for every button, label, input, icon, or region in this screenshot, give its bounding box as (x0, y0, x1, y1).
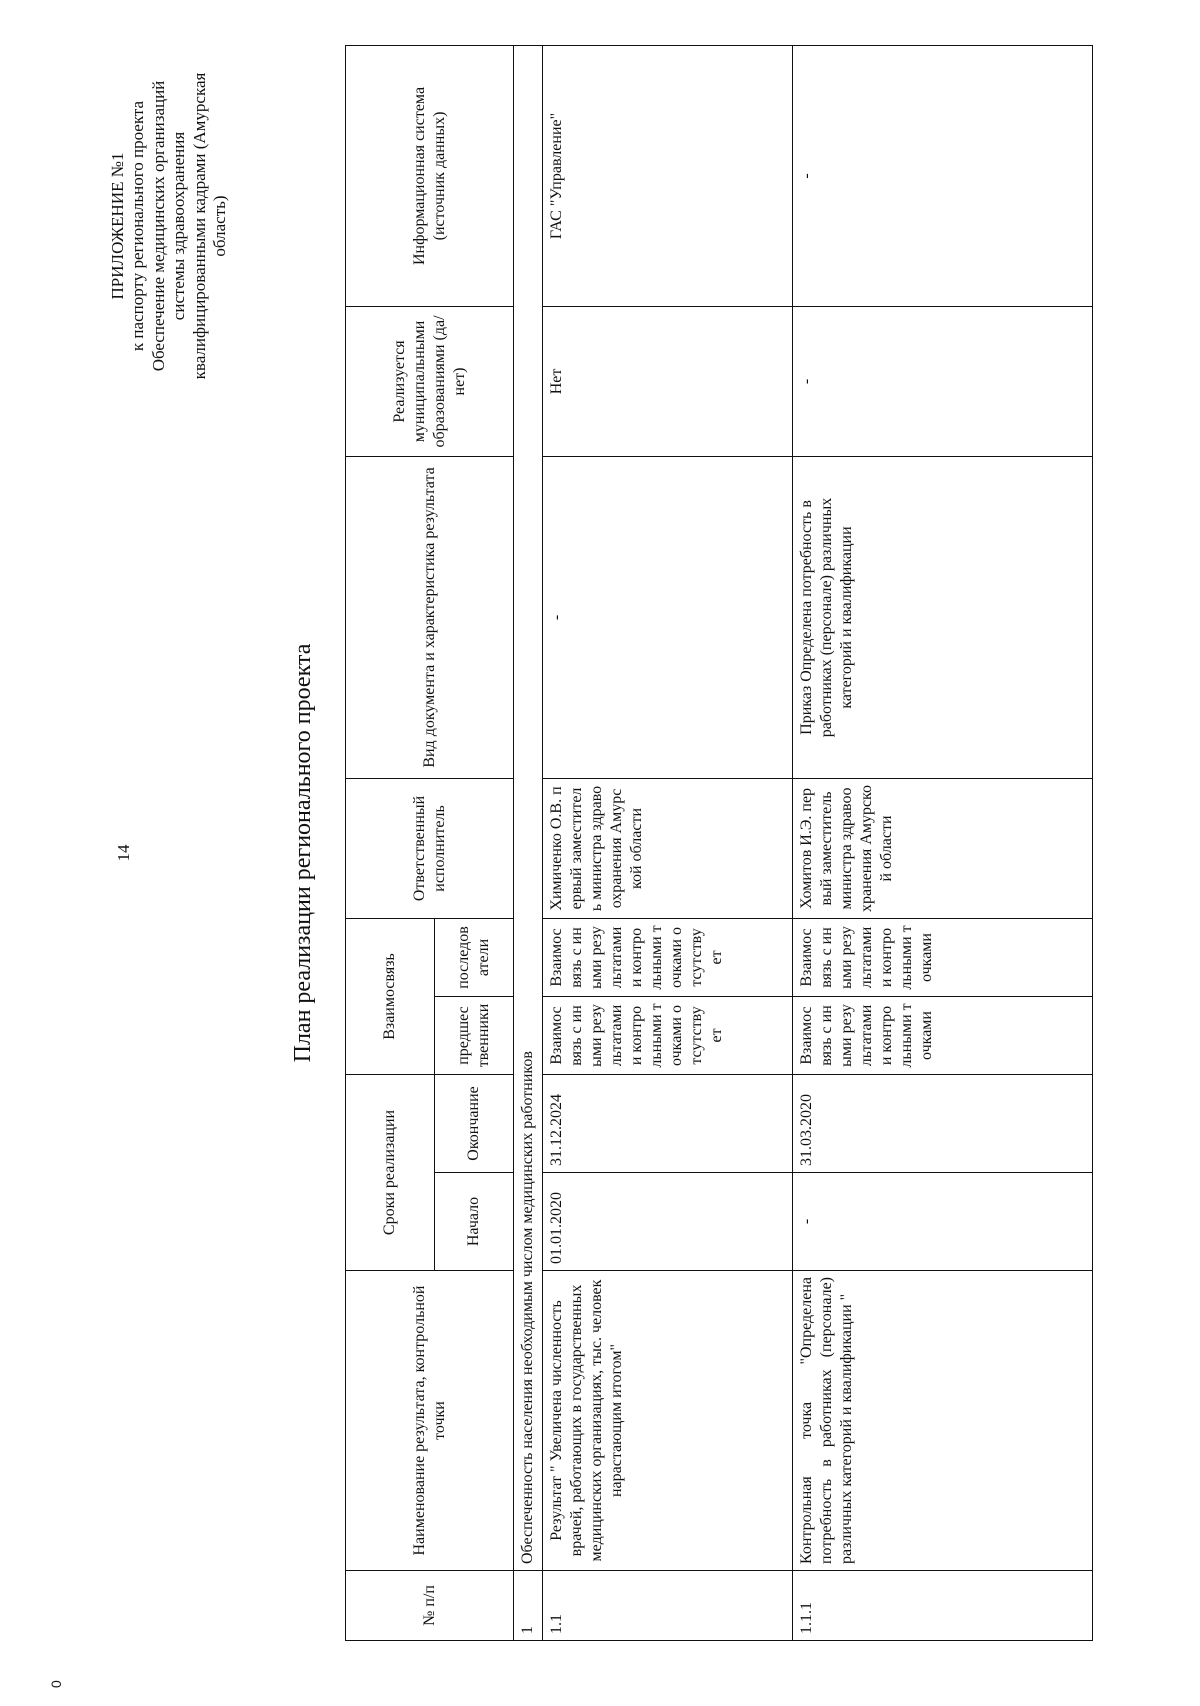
appendix-line: к паспорту регионального проекта (128, 100, 148, 352)
row-muni: - (793, 306, 1093, 456)
header-end: Окончание (435, 1074, 514, 1172)
row-start: 01.01.2020 (543, 1173, 793, 1271)
header-start: Начало (435, 1173, 514, 1271)
appendix-line: квалифицированными кадрами (Амурская (189, 72, 209, 380)
row-info: - (793, 45, 1093, 306)
header-name: Наименование результата, контрольной точки (346, 1271, 514, 1571)
table-row (543, 45, 793, 1640)
row-succ: Взаимосвязь с иными результатами и контрольными точками отсутствует (543, 918, 793, 996)
plan-title: План реализации регионального проекта (290, 643, 316, 1063)
header-pred: предшественники (435, 996, 514, 1074)
header-succ: последователи (435, 918, 514, 996)
row-muni: Нет (543, 306, 793, 456)
table-row (793, 45, 1093, 1640)
row-pred: Взаимосвязь с иными результатами и контрольными точками (793, 996, 1093, 1074)
header-link: Взаимосвязь (346, 918, 435, 1074)
row-doc: Приказ Определена потребность в работниках (персонале) различных категорий и квалификации (793, 456, 1093, 778)
header-muni: Реализуется муниципальными образованиями (да/нет) (346, 306, 514, 456)
row-pred: Взаимосвязь с иными результатами и контрольными точками отсутствует (543, 996, 793, 1074)
section-title: Обеспеченность населения необходимым числом медицинских работников (514, 45, 543, 1570)
header-resp: Ответственный исполнитель (346, 778, 514, 918)
row-doc: - (543, 456, 793, 778)
row-num: 1.1 (543, 1571, 793, 1641)
row-start: - (793, 1173, 1093, 1271)
section-num: 1 (514, 1571, 543, 1641)
page-number: 14 (114, 844, 133, 862)
header-row (346, 45, 435, 1640)
corner-mark: 0 (48, 1680, 64, 1688)
appendix-line: системы здравоохранения (169, 131, 189, 321)
row-end: 31.12.2024 (543, 1074, 793, 1172)
appendix-line: Обеспечение медицинских организаций (148, 80, 168, 372)
header-terms: Сроки реализации (346, 1074, 435, 1270)
row-end: 31.03.2020 (793, 1074, 1093, 1172)
appendix-title: ПРИЛОЖЕНИЕ №1 (108, 152, 127, 300)
section-row (514, 45, 543, 1640)
row-info: ГАС "Управление" (543, 45, 793, 306)
row-name: Контрольная точка "Определена потребность в работниках (персонале) различных категорий и квалификации " (793, 1271, 1093, 1571)
row-num: 1.1.1 (793, 1571, 1093, 1641)
row-resp: Химиченко О.В. первый заместитель министра здравоохранения Амурской области (543, 778, 793, 918)
plan-table (345, 45, 1093, 1641)
header-doc: Вид документа и характеристика результата (346, 456, 514, 778)
header-info: Информационная система (источник данных) (346, 45, 514, 306)
appendix-block (108, 36, 230, 416)
appendix-line: область) (209, 195, 229, 257)
row-succ: Взаимосвязь с иными результатами и контрольными точками (793, 918, 1093, 996)
row-name: Результат " Увеличена численность врачей, работающих в государственных медицинских организациях, тыс. человек нарастающим итогом" (543, 1271, 793, 1571)
header-num: № п/п (346, 1571, 514, 1641)
row-resp: Хомитов И.Э. первый заместитель министра здравоохранения Амурской области (793, 778, 1093, 918)
